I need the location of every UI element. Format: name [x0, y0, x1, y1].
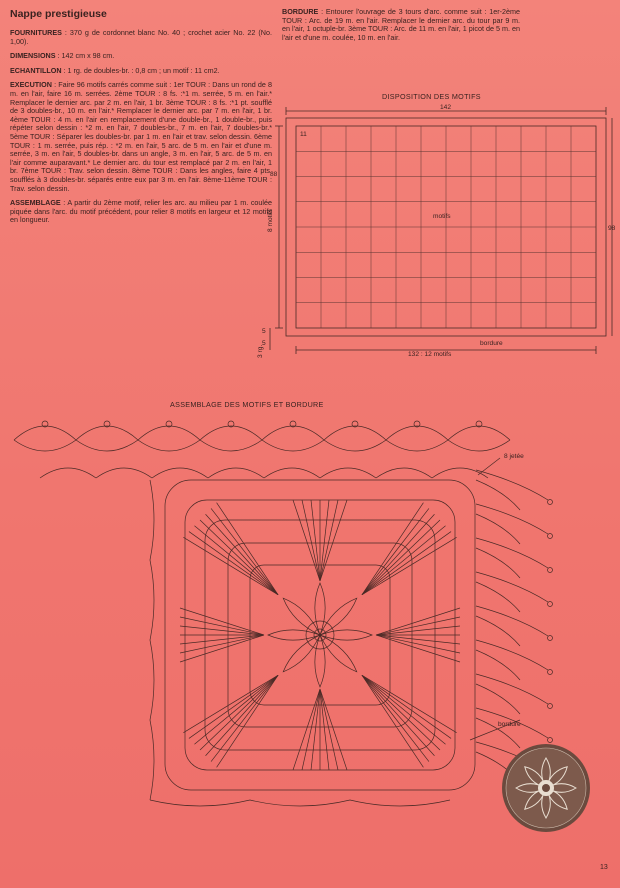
- bottom-left-dim-1: 5: [262, 328, 266, 335]
- left-motifs-label: 8 motifs: [267, 208, 274, 232]
- top-dim-label: 142: [440, 104, 452, 111]
- bordure-label: BORDURE: [282, 7, 319, 16]
- bordure-small-label: bordure: [480, 340, 503, 347]
- dimensions-label: DIMENSIONS: [10, 51, 56, 61]
- bottom-left-rows-label: 3 rg.: [257, 344, 264, 358]
- execution-text: : Faire 96 motifs carrés comme suit : 1er TOUR : Dans un rond de 8 m. en l'air, faire 16 m. serrées. 2ème TOUR : 8 fs. :*1 m. serrée, 5 m. en l'air.* Remplacer le dernier arc. par 2 m. en l'air, 1 br. 3ème TOUR : 8 fs. :*1 pt. soufflé de 3 doubles-br., 10 m. en l'air.* Remplacer le dernier arc. par 7 m. en l'air, 1 br. 4ème TOUR : 4 m. en l'air en remplacement d'une double-br., 1 double-br., puis répéter selon dessin : *2 m. en l'air, 7 doubles-br., 7 m. en l'air, 7 doubles-br.* 5ème TOUR : Séparer les doubles-br. par 1 m. en l'air et trav. selon dessin. 6ème TOUR : 1 m. serrée, puis rép. : *2 m. en l'air, 5 arc. de 5 m. en l'air et d'une m. serrée, 3 m. en l'air, 5 doubles-br. dans un angle, 3 m. en l'air, 5 arc. de 5 m. en l'air comme auparavant.* Le dernier arc. du tour est remplacé par 2 m. en l'air, 1 br. 7ème TOUR : Trav. selon dessin. 8ème TOUR : Dans les angles, faire 4 pts. soufflés à 3 doubles-br. séparés entre eux par 3 m. en l'air. 8ème-11ème TOUR : Trav. selon dessin.: [10, 80, 273, 193]
- dimensions-text: : 142 cm x 98 cm.: [57, 51, 115, 61]
- bottom-left-dim-2: 5: [262, 340, 266, 347]
- jetee-pointer: [478, 458, 500, 475]
- bottom-dim-label: 132 : 12 motifs: [408, 351, 452, 358]
- bordure-text: : Entourer l'ouvrage de 3 tours d'arc. comme suit : 1er-2ème TOUR : Arc. de 19 m. en l'air. Remplacer le dernier arc. du tour par 9 m. en l'air, 1 octuple-br. 3ème TOUR : Arc. de 11 m. en l'air, 1 picot de 5 m. en l'air et d'une m. coulée, 10 m. en l'air.: [282, 7, 520, 42]
- left-dim-label: 88: [270, 171, 278, 178]
- page-number: 13: [600, 864, 608, 871]
- center-motifs-label: motifs: [433, 213, 451, 220]
- bordure-label-chart: bordure: [498, 721, 521, 728]
- motif-photo-medallion: [502, 744, 590, 832]
- fournitures-text: : 370 g de cordonnet blanc No. 40 ; crochet acier No. 22 (No. 1,00).: [10, 28, 272, 46]
- jetee-label: 8 jetée: [504, 453, 524, 460]
- assemblage-text: : A partir du 2ème motif, relier les arc. au milieu par 1 m. coulée piquée dans l'arc. du motif précédent, pour relier 8 motifs en largeur et 12 motifs en longueur.: [10, 198, 272, 225]
- right-dim-label: 98: [608, 225, 616, 232]
- left-join-edge: [150, 480, 154, 800]
- fournitures-label: FOURNITURES: [10, 28, 62, 37]
- echantillon-label: ECHANTILLON: [10, 65, 62, 75]
- assemblage-diagram-title: ASSEMBLAGE DES MOTIFS ET BORDURE: [170, 400, 324, 409]
- bottom-join-edge: [150, 800, 450, 806]
- right-border-arcs: [476, 470, 553, 782]
- top-border-arcs: [14, 421, 510, 478]
- pattern-title: Nappe prestigieuse: [10, 8, 107, 20]
- disposition-title: DISPOSITION DES MOTIFS: [382, 92, 481, 101]
- assemblage-label: ASSEMBLAGE: [10, 198, 61, 208]
- execution-label: EXECUTION: [10, 80, 52, 90]
- echantillon-text: : 1 rg. de doubles-br. : 0,8 cm ; un motif : 11 cm2.: [63, 65, 220, 75]
- corner-small-label: 11: [300, 131, 307, 138]
- center-flower: [268, 583, 372, 687]
